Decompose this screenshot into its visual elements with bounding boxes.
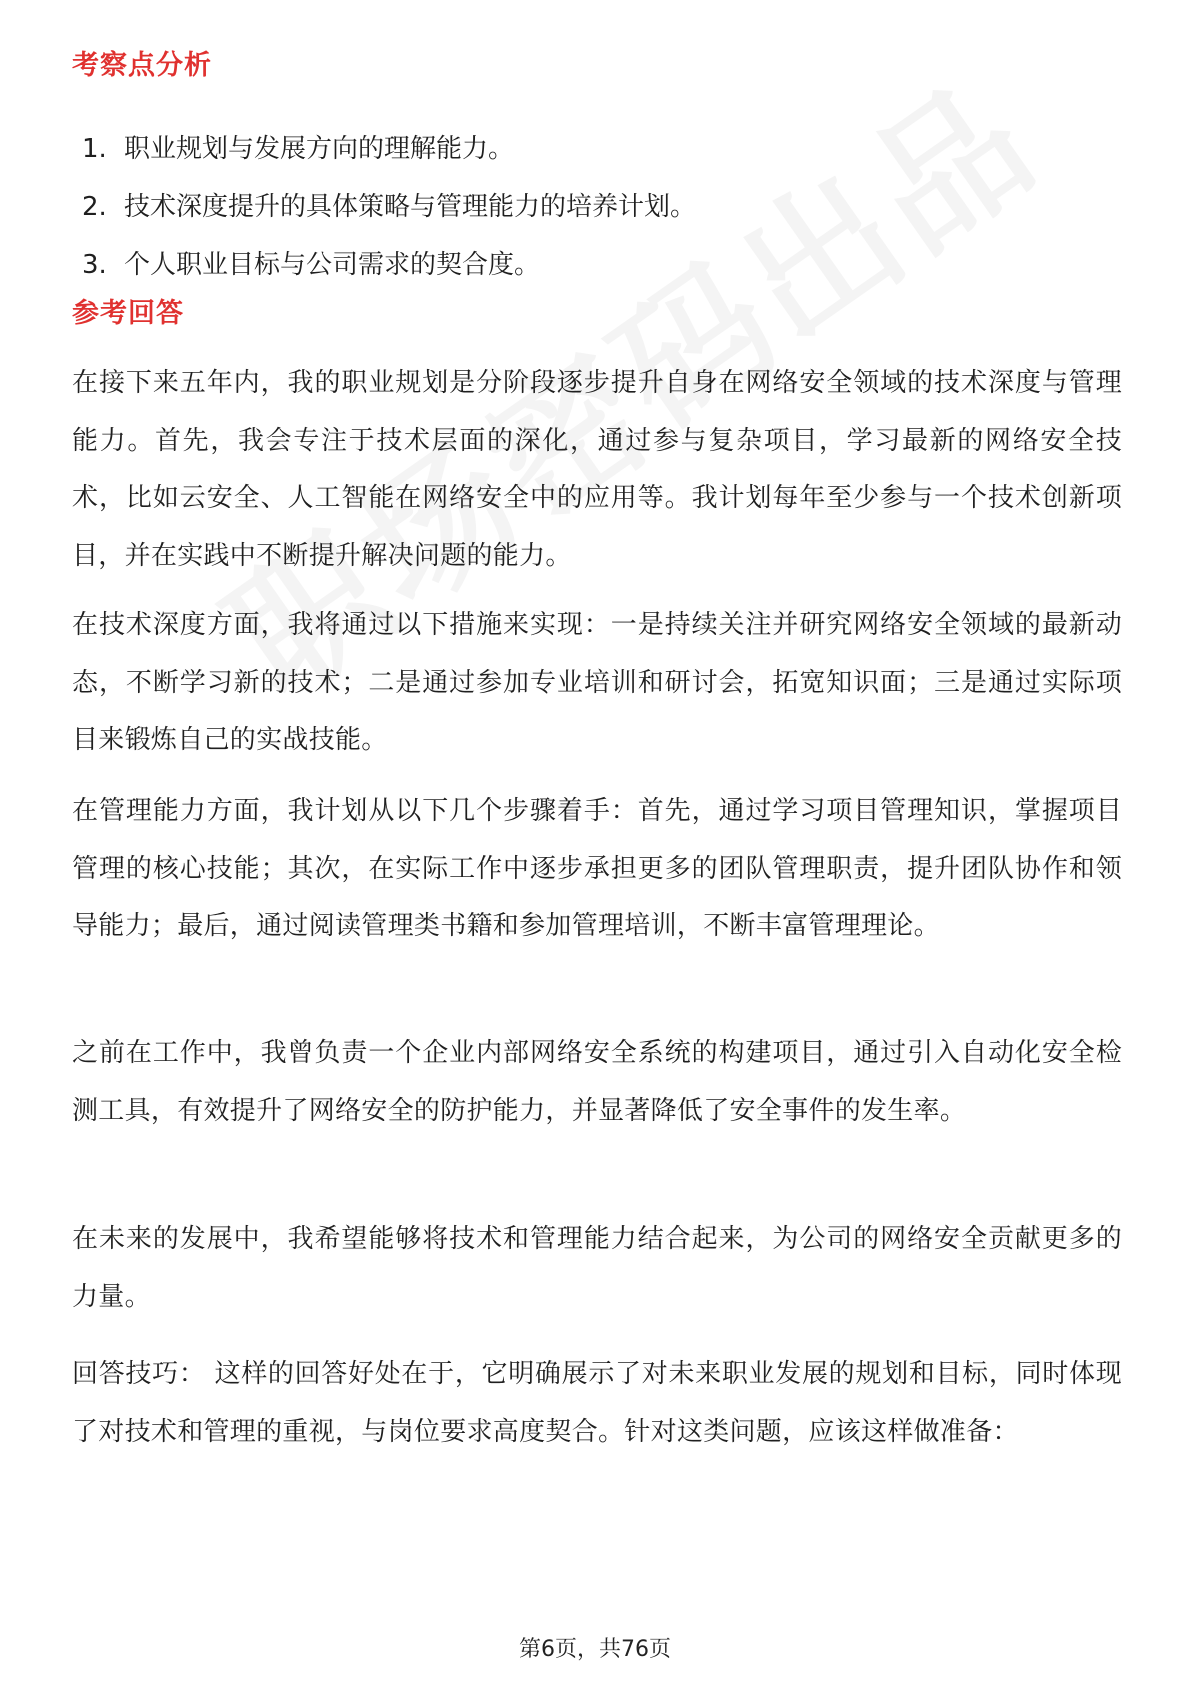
list-item [82, 236, 1122, 294]
answer-paragraph: 在技术深度方面，我将通过以下措施来实现：一是持续关注并研究网络安全领域的最新动态，不断学习新的技术；二是通过参加专业培训和研讨会，拓宽知识面；三是通过实际项目来锻炼自己的实战技能。 [72, 610, 1122, 755]
list-item-number: 3. [82, 250, 107, 280]
answer-heading: 参考回答 [72, 298, 184, 329]
answer-paragraph: 在未来的发展中，我希望能够将技术和管理能力结合起来，为公司的网络安全贡献更多的力量。 [72, 1224, 1122, 1312]
page-number: 第6页，共76页 [519, 1637, 671, 1662]
analysis-list [82, 120, 1122, 294]
answer-paragraph: 之前在工作中，我曾负责一个企业内部网络安全系统的构建项目，通过引入自动化安全检测工具，有效提升了网络安全的防护能力，并显著降低了安全事件的发生率。 [72, 1038, 1122, 1126]
list-item [82, 178, 1122, 236]
list-item-number: 2. [82, 192, 107, 222]
tips-paragraph: 回答技巧： 这样的回答好处在于，它明确展示了对未来职业发展的规划和目标，同时体现了对技术和管理的重视，与岗位要求高度契合。针对这类问题，应该这样做准备： [72, 1359, 1122, 1447]
list-item-text: 技术深度提升的具体策略与管理能力的培养计划。 [124, 192, 697, 222]
answer-paragraph: 在管理能力方面，我计划从以下几个步骤着手：首先，通过学习项目管理知识，掌握项目管理的核心技能；其次，在实际工作中逐步承担更多的团队管理职责，提升团队协作和领导能力；最后，通过阅读管理类书籍和参加管理培训，不断丰富管理理论。 [72, 796, 1122, 941]
list-item-text: 职业规划与发展方向的理解能力。 [124, 134, 515, 164]
answer-paragraph: 在接下来五年内，我的职业规划是分阶段逐步提升自身在网络安全领域的技术深度与管理能力。首先，我会专注于技术层面的深化，通过参与复杂项目，学习最新的网络安全技术，比如云安全、人工智能在网络安全中的应用等。我计划每年至少参与一个技术创新项目，并在实践中不断提升解决问题的能力。 [72, 368, 1122, 571]
list-item-number: 1. [82, 134, 107, 164]
list-item-text: 个人职业目标与公司需求的契合度。 [124, 250, 541, 280]
analysis-heading: 考察点分析 [72, 50, 212, 81]
list-item [82, 120, 1122, 178]
